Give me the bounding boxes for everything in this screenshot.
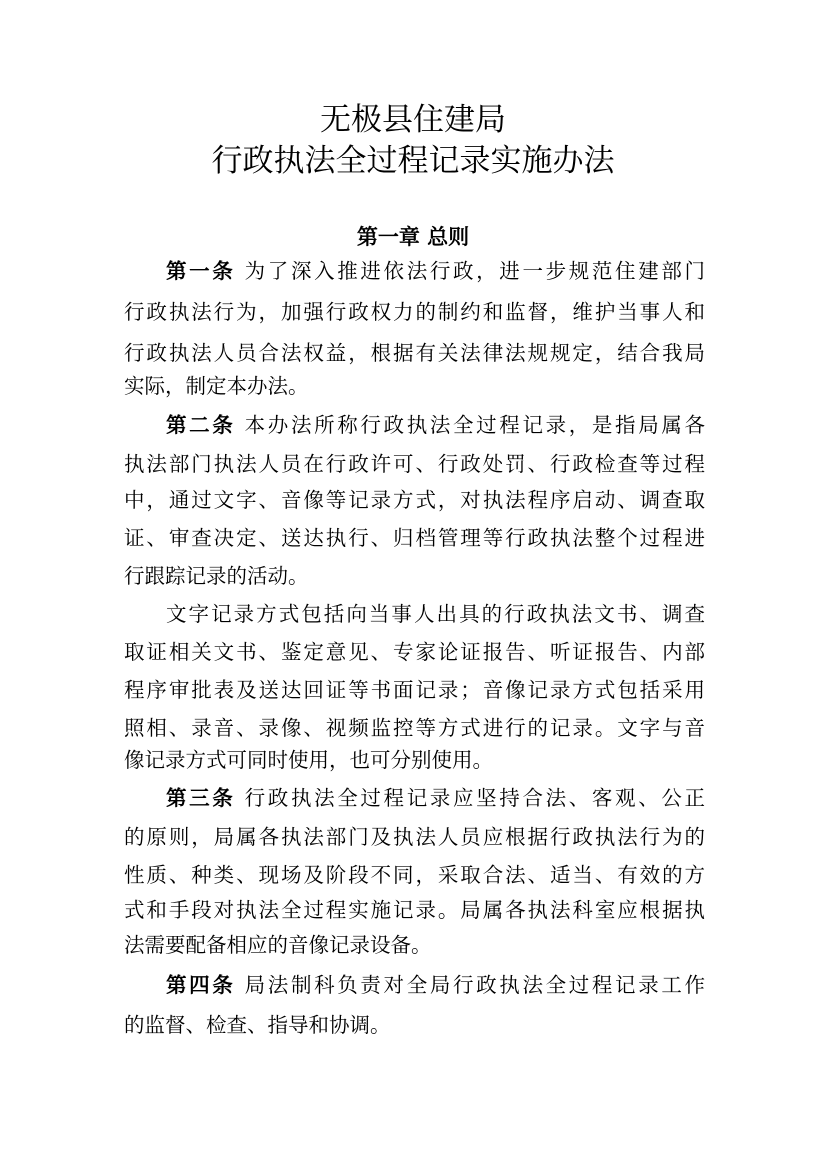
article-2-label: 第二条 — [166, 413, 236, 437]
article-1-line-3: 行政执法人员合法权益，根据有关法律法规规定，结合我局 — [124, 341, 705, 365]
article-4-text: 局法制科负责对全局行政执法全过程记录工作 — [235, 973, 705, 997]
article-1-line-4: 实际，制定本办法。 — [124, 374, 309, 398]
article-4-line-2: 的监督、检查、指导和协调。 — [124, 1013, 391, 1037]
paragraph-recording-line-4: 照相、录音、录像、视频监控等方式进行的记录。文字与音 — [124, 716, 705, 740]
article-3-line-3: 性质、种类、现场及阶段不同，采取合法、适当、有效的方 — [124, 863, 705, 887]
article-2-line-1 — [166, 408, 705, 442]
article-4-label: 第四条 — [166, 973, 236, 997]
paragraph-recording-line-3: 程序审批表及送达回证等书面记录；音像记录方式包括采用 — [124, 678, 705, 702]
article-3-text: 行政执法全过程记录应坚持合法、客观、公正 — [235, 786, 705, 810]
article-1-text: 为了深入推进依法行政，进一步规范住建部门 — [235, 259, 705, 283]
article-3-label: 第三条 — [166, 786, 236, 810]
article-2-line-2: 执法部门执法人员在行政许可、行政处罚、行政检查等过程 — [124, 452, 705, 476]
article-2-text: 本办法所称行政执法全过程记录，是指局属各 — [235, 413, 705, 437]
article-4-line-1 — [166, 968, 705, 1002]
document-title-line-2: 行政执法全过程记录实施办法 — [211, 143, 615, 179]
article-1-label: 第一条 — [166, 259, 236, 283]
article-3-line-2: 的原则，局属各执法部门及执法人员应根据行政执法行为的 — [124, 825, 705, 849]
chapter-heading: 第一章 总则 — [356, 225, 470, 249]
paragraph-recording-line-2: 取证相关文书、鉴定意见、专家论证报告、听证报告、内部 — [124, 640, 705, 664]
article-3-line-4: 式和手段对执法全过程实施记录。局属各执法科室应根据执 — [124, 898, 705, 922]
article-2-line-4: 证、审查决定、送达执行、归档管理等行政执法整个过程进 — [124, 526, 705, 550]
document-title-line-1: 无极县住建局 — [320, 102, 506, 138]
article-2-line-5: 行跟踪记录的活动。 — [124, 564, 309, 588]
article-2-line-3: 中，通过文字、音像等记录方式，对执法程序启动、调查取 — [124, 488, 705, 512]
article-1-line-1 — [166, 254, 705, 288]
article-3-line-5: 法需要配备相应的音像记录设备。 — [124, 933, 432, 957]
article-3-line-1 — [166, 781, 705, 815]
paragraph-recording-line-1: 文字记录方式包括向当事人出具的行政执法文书、调查 — [166, 602, 705, 626]
article-1-line-2: 行政执法行为，加强行政权力的制约和监督，维护当事人和 — [124, 300, 705, 324]
paragraph-recording-line-5: 像记录方式可同时使用，也可分别使用。 — [124, 748, 493, 772]
